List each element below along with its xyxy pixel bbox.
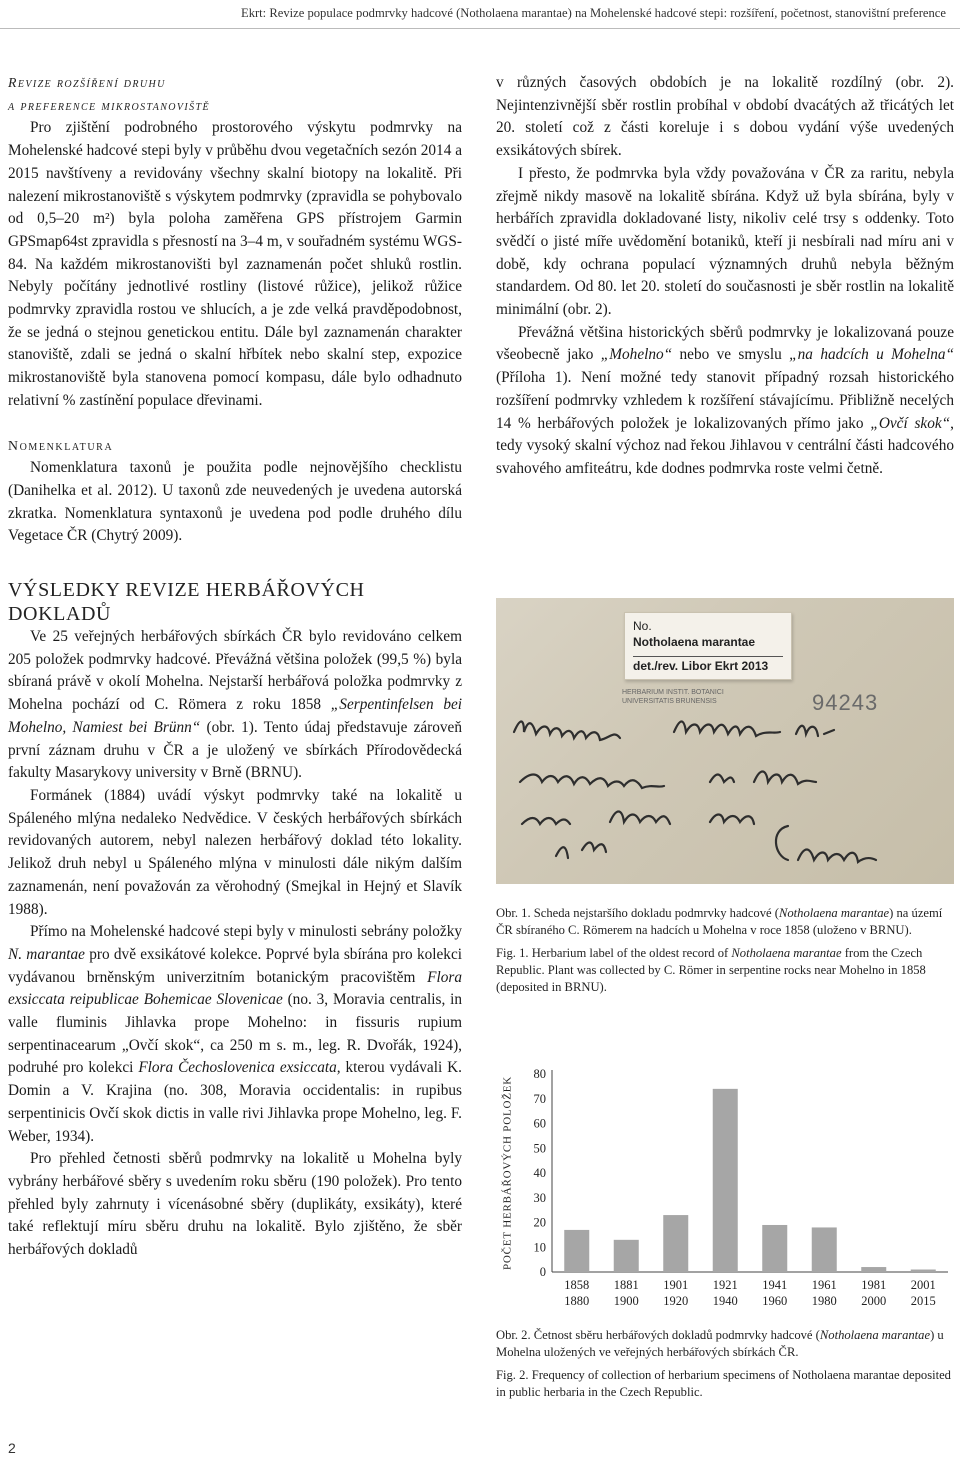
x-tick-label: 1901 (663, 1278, 689, 1292)
y-tick-label: 50 (533, 1141, 546, 1156)
x-tick-label: 2000 (861, 1294, 887, 1308)
x-tick-label: 1980 (811, 1294, 837, 1308)
y-tick-label: 70 (533, 1091, 546, 1106)
section-heading-nomenklatura: Nomenklatura (8, 437, 114, 453)
frequency-chart (496, 1062, 956, 1324)
section-heading-preference: a preference mikrostanoviště (8, 97, 211, 113)
paragraph-nomenklatura: Nomenklatura taxonů je použita podle nejnovějšího checklistu (Danihelka et al. 2012). U taxonů zde neuvedených je uvedena autorská zkratka. Nomenklatura syntaxonů je uvedena pod podle druhého dílu Vegetace ČR (Chytrý 2009). (8, 459, 462, 545)
x-tick-label: 1881 (613, 1278, 639, 1292)
figure-2-caption (496, 1327, 956, 1401)
y-tick-label: 80 (533, 1067, 546, 1081)
paragraph-continuation: v různých časových obdobích je na lokalitě rozdílný (obr. 2). Nejintenzivnější sběr rostlin probíhal v období dvacátých až třicátých let 20. století což z části koreluje i s dobou vydání výše uvedených exsikátových sbírek. (496, 74, 954, 160)
bar (713, 1089, 738, 1272)
figure-2-caption-cz: Obr. 2. Četnost sběru herbářových dokladů podmrvky hadcové (Notholaena marantae) u Mohelna uložených ve veřejných herbářových sbírkách ČR. (496, 1328, 944, 1359)
label-det: det./rev. Libor Ekrt 2013 (633, 656, 783, 673)
x-tick-label: 1960 (762, 1294, 788, 1308)
x-tick-label: 1961 (811, 1278, 837, 1292)
paragraph-methods: Pro zjištění podrobného prostorového výskytu podmrvky na Mohelenské hadcové stepi byly v průběhu dvou vegetačních sezón 2014 a 2015 navštíveny a revidovány všechny skalní biotopy na lokalitě. Při nalezení mikrostanoviště s výskytem podmrvky (zpravidla se pohybovalo od 0,5–20 m²) byla poloha zaměřena GPS přístrojem Garmin GPSmap64st zpravidla s přesností na 3–4 m, v souřadném systému WGS-84. Na každém mikrostanovišti byl zaznamenán počet shluků rostlin. Nebyly počítány jednotlivé rostliny (listové růžice), jelikož růžice podmrvky zpravidla rostou ve shlucích, a je zde velká pravděpodobnost, že se jedná o stejnou genetickou entitu. Dále byl zaznamenán charakter stanoviště, zdali se jedná o skalní hřbítek nebo skalní step, expozice mikrostanoviště byla stanovena pomocí kompasu, dále bylo odhadnuto relativní % zastínění populace dřevinami. (8, 119, 462, 409)
paragraph-localities: Převážná většina historických sběrů podmrvky je lokalizovaná pouze všeobecně jako „Mohelno“ nebo ve smyslu „na hadcích u Mohelna“ (Příloha 1). Není možné tedy stanovit případný rozsah historického rozšíření podmrvky vzhledem k rozšíření stávajícímu. Přibližně necelých 14 % herbářových položek je lokalizovaných přímo jako „Ovčí skok“, tedy vysoký skalní výchoz nad řekou Jihlavou v centrální části hadcového svahového amfiteátru, kde dodnes podmrvka roste velmi četně. (496, 323, 955, 477)
y-axis-title: POČET HERBÁŘOVÝCH POLOŽEK (501, 1076, 514, 1270)
x-tick-label: 2001 (910, 1278, 936, 1292)
section-heading-revize: Revize rozšíření druhu (8, 75, 166, 90)
figure-1-caption (496, 905, 956, 996)
herbarium-number: 94243 (812, 690, 879, 715)
bar-chart-svg (496, 1062, 956, 1324)
section-heading-vysledky: VÝSLEDKY REVIZE HERBÁŘOVÝCH (8, 579, 365, 602)
x-tick-label: 1981 (861, 1278, 887, 1292)
figure-1-caption-cz: Obr. 1. Scheda nejstaršího dokladu podmrvky hadcové (Notholaena marantae) na území ČR sbíraného C. Römerem na hadcích u Mohelna v roce 1858 (uloženo v BRNU). (496, 906, 943, 937)
section-heading-vysledky-2: DOKLADŮ (8, 603, 112, 626)
herbarium-stamp: HERBARIUM INSTIT. BOTANICI UNIVERSITATIS BRUNENSIS (622, 689, 724, 705)
paragraph-results-4: Pro přehled četnosti sběrů podmrvky na lokalitě u Mohelna byly vybrány herbářové sběry s uvedením roku sběru (190 položek). Pro tento přehled byly zahrnuty i vícenásobné sběry (duplikáty, exsikáty), které také reflektují míru sběru druhu na lokalitě. Bylo zjištěno, že sběr herbářových dokladů (8, 1150, 462, 1259)
y-tick-label: 60 (533, 1116, 546, 1131)
y-tick-label: 0 (539, 1265, 546, 1279)
x-tick-label: 1900 (613, 1294, 639, 1308)
x-tick-label: 1940 (712, 1294, 738, 1308)
paragraph-results-3: Přímo na Mohelenské hadcové stepi byly v minulosti sebrány položky N. marantae pro dvě exsikátové kolekce. Poprvé byla sbírána pro kolekci vydávanou brněnským univerzitním botanickým pracovištěm Flora exsiccata reipublicae Bohemicae Slovenicae (no. 3, Moravia centralis, in valle fluminis Jihlavka prope Mohelno: in fissuris rupium serpentinacearum „Ovčí skok“, ca 250 m s. m., leg. R. Dvořák, 1924), podruhé pro kolekci Flora Čechoslovenica exsiccata, kterou vydávali K. Domin a V. Krajina (no. 308, Moravia occidentalis: in rupibus serpentinicis Ovčí skok dictis in valle rivi Jihlavka prope Mohelno, leg. F. Weber, 1934). (8, 923, 463, 1145)
x-tick-label: 1941 (762, 1278, 788, 1292)
y-tick-label: 10 (533, 1240, 546, 1255)
y-tick-label: 40 (533, 1166, 546, 1180)
bar (564, 1230, 589, 1272)
figure-2-caption-en: Fig. 2. Frequency of collection of herbarium specimens of Notholaena marantae deposited in public herbaria in the Czech Republic. (496, 1368, 951, 1399)
bar (614, 1240, 639, 1272)
bar (911, 1270, 936, 1272)
label-no: No. (633, 619, 652, 633)
right-column (496, 72, 954, 481)
x-tick-label: 1858 (564, 1278, 590, 1292)
x-tick-label: 1920 (663, 1294, 689, 1308)
page-number: 2 (8, 1440, 16, 1456)
paragraph-results-2: Formánek (1884) uvádí výskyt podmrvky také na lokalitě u Spáleného mlýna nedaleko Nedvědice. V českých herbářových sbírkách revidovaných autorem, nebyl nalezen herbářový doklad této lokality. Jelikož druh nebyl u Spáleného mlýna v minulosti dále nikým dalším zaznamenán, není považován za věrohodný (Smejkal in Hejný et Slavík 1988). (8, 786, 462, 918)
label-species: Notholaena marantae (633, 635, 756, 649)
running-header (0, 0, 960, 29)
y-tick-label: 20 (533, 1215, 546, 1230)
handwritten-label (496, 598, 954, 884)
y-tick-label: 30 (533, 1190, 546, 1205)
x-tick-label: 1921 (712, 1278, 738, 1292)
paragraph-rarity: I přesto, že podmrvka byla vždy považována v ČR za raritu, nebyla zřejmě nikdy masově na lokalitě sbírána. Když už byla sbírána, byly v herbářích zpravidla dokladované listy, nikoliv celé trsy s oddenky. Toto svědčí o jisté míře uvědomění botaniků, kteří ji nesbírali nad míru ani v době, kdy ochrana populací významných druhů nebyla běžným standardem. Od 80. let 20. století do současnosti je sběr rostlin na lokalitě minimální (obr. 2). (496, 164, 954, 319)
bar (861, 1267, 886, 1272)
x-tick-label: 1880 (564, 1294, 590, 1308)
header-text: Ekrt: Revize populace podmrvky hadcové (Notholaena marantae) na Mohelenské hadcové stepi: rozšíření, početnost, stanovištní preference (241, 6, 946, 20)
herbarium-label-photo (496, 598, 954, 884)
bar (812, 1227, 837, 1272)
figure-1-caption-en: Fig. 1. Herbarium label of the oldest record of Notholaena marantae from the Czech Republic. Plant was collected by C. Römer in serpentine rocks near Mohelno in 1858 (deposited in BRNU). (496, 946, 926, 994)
bar (663, 1215, 688, 1272)
x-tick-label: 2015 (910, 1294, 936, 1308)
left-column (8, 72, 462, 1262)
bar (762, 1225, 787, 1272)
paragraph-results-1: Ve 25 veřejných herbářových sbírkách ČR bylo revidováno celkem 205 položek podmrvky hadcové. Převážná většina položek (99,5 %) byla sbíraná právě v okolí Mohelna. Nejstarší herbářová položka podmrvky z Mohelna pochází od C. Römera z roku 1858 „Serpentinfelsen bei Mohelno, Namiest bei Brünn“ (obr. 1). Tento údaj představuje zároveň první záznam druhu v ČR a je uložený ve sbírkách Přírodovědecká fakulty Masarykovy university v Brně (BRNU). (8, 628, 463, 782)
